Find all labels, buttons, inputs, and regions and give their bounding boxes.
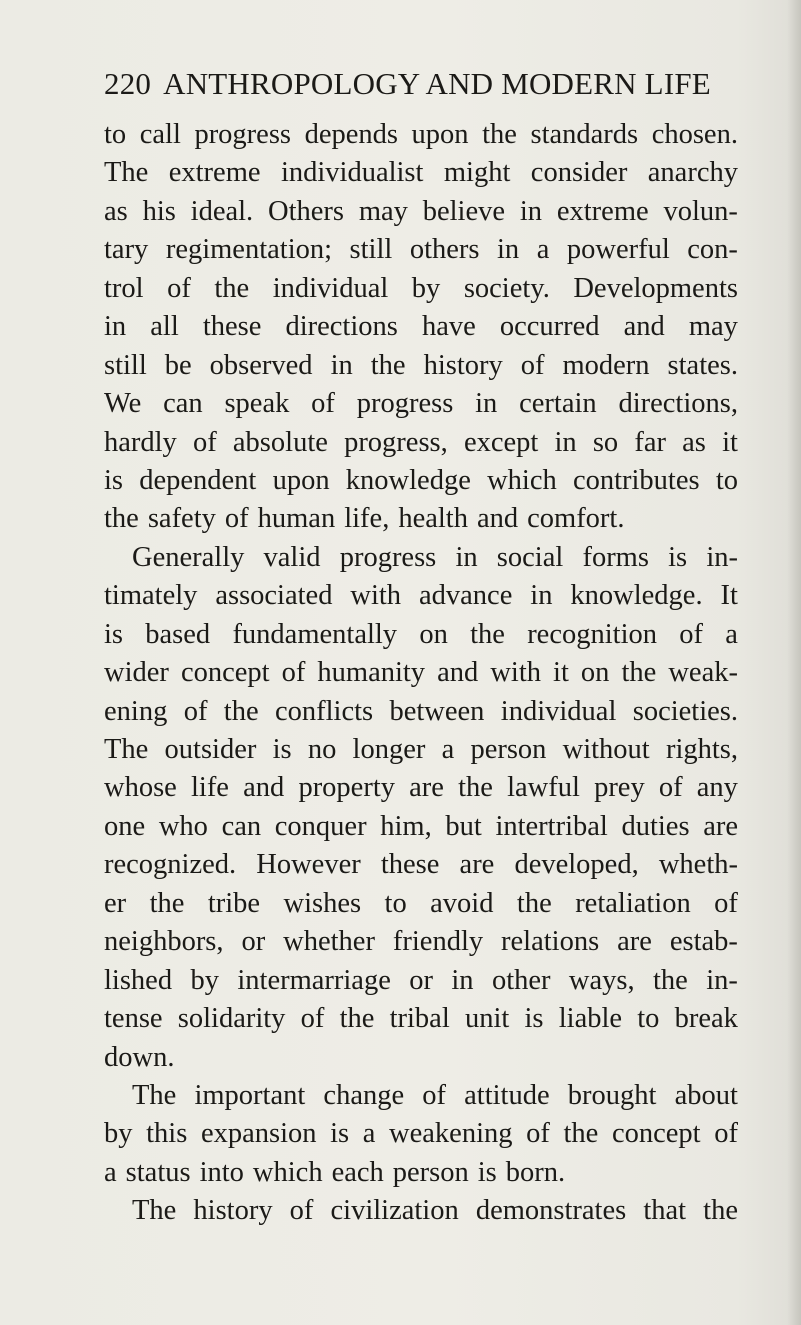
text-line: tense solidarity of the tribal unit is liable to break xyxy=(104,1003,738,1035)
text-line: er the tribe wishes to avoid the retaliation of xyxy=(104,887,738,919)
text-line: Generally valid progress in social forms is in- xyxy=(132,541,738,573)
text-line: is based fundamentally on the recognition of a xyxy=(104,618,738,650)
text-line: recognized. However these are developed, wheth- xyxy=(104,849,738,881)
text-line: timately associated with advance in knowledge. It xyxy=(104,580,738,612)
text-line: wider concept of humanity and with it on the weak- xyxy=(104,657,738,689)
text-line: a status into which each person is born. xyxy=(104,1156,566,1188)
running-head xyxy=(104,66,744,110)
text-line: trol of the individual by society. Developments xyxy=(104,272,738,304)
text-line: whose life and property are the lawful prey of any xyxy=(104,772,738,804)
text-line: as his ideal. Others may believe in extreme volun- xyxy=(104,195,738,227)
text-line: in all these directions have occurred and may xyxy=(104,311,738,343)
text-line: is dependent upon knowledge which contributes to xyxy=(104,464,738,496)
text-line: neighbors, or whether friendly relations are estab- xyxy=(104,926,738,958)
text-line: The extreme individualist might consider anarchy xyxy=(104,157,738,189)
text-line: ening of the conflicts between individual societies. xyxy=(104,695,738,727)
text-line: The outsider is no longer a person without rights, xyxy=(104,734,738,765)
text-line: lished by intermarriage or in other ways, the in- xyxy=(104,964,738,996)
book-title: ANTHROPOLOGY AND MODERN LIFE xyxy=(163,66,711,101)
body-text xyxy=(104,116,738,1231)
text-line: The important change of attitude brought about xyxy=(132,1079,738,1111)
page-number: 220 xyxy=(104,66,152,101)
text-line: The history of civilization demonstrates that the xyxy=(132,1195,738,1227)
text-line: to call progress depends upon the standards chosen. xyxy=(104,119,738,150)
text-line: We can speak of progress in certain directions, xyxy=(104,388,738,420)
text-line: one who can conquer him, but intertribal duties are xyxy=(104,810,738,842)
text-line: hardly of absolute progress, except in so far as it xyxy=(104,426,738,458)
page-edge-shadow xyxy=(787,0,801,1325)
text-line: still be observed in the history of modern states. xyxy=(104,349,738,381)
text-line: by this expansion is a weakening of the concept of xyxy=(104,1118,738,1150)
text-line: down. xyxy=(104,1041,175,1073)
text-line: the safety of human life, health and comfort. xyxy=(104,503,625,535)
text-line: tary regimentation; still others in a powerful con- xyxy=(104,234,738,266)
